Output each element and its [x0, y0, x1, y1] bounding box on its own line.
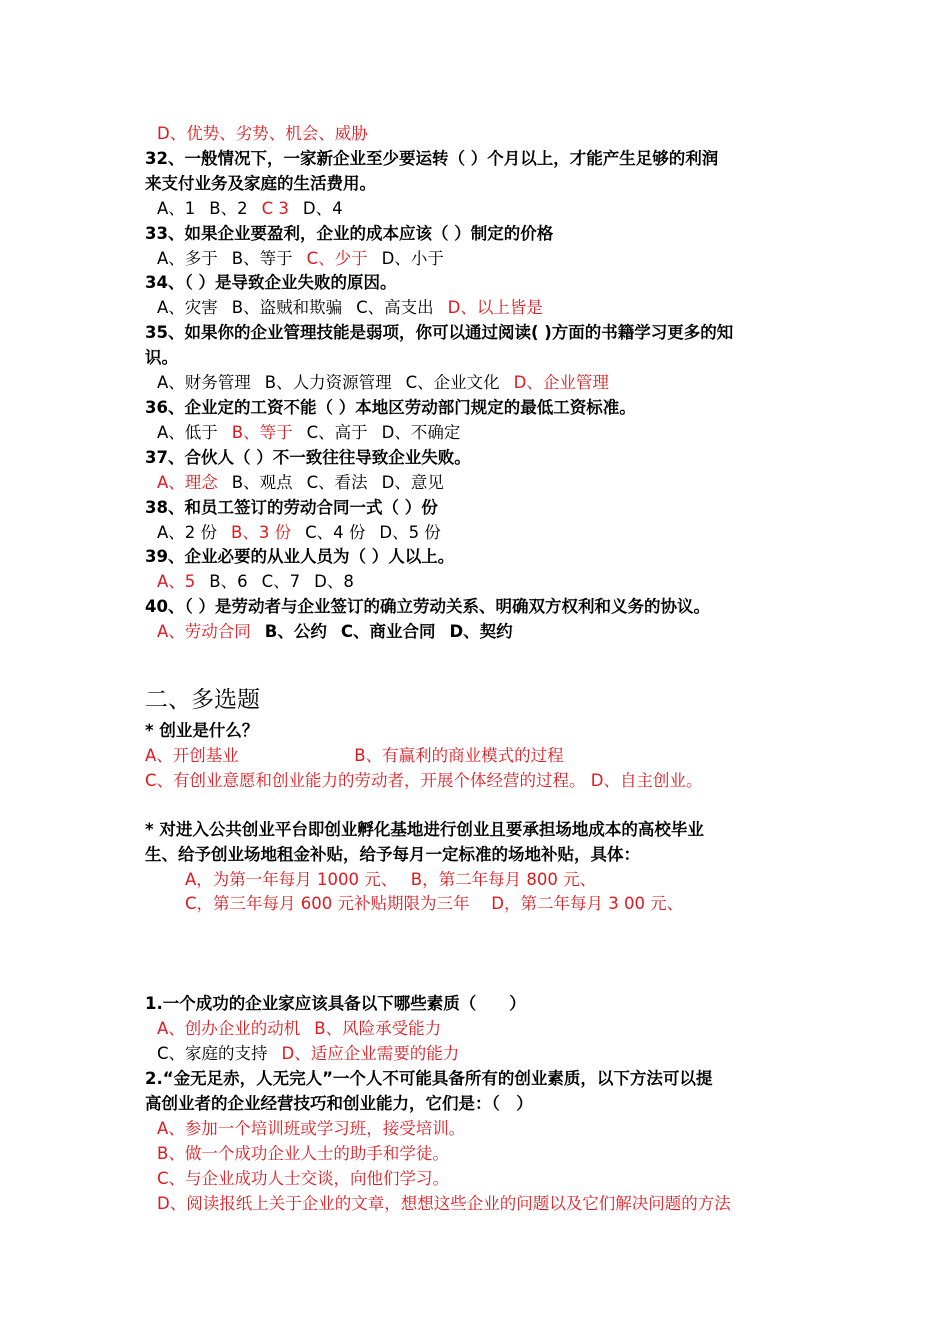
question-text: 39、企业必要的从业人员为（ ）人以上。 — [145, 547, 455, 567]
option: B、人力资源管理 — [264, 373, 392, 393]
document-page — [145, 122, 825, 1217]
option: B、6 — [209, 572, 248, 592]
question-text: 来支付业务及家庭的生活费用。 — [145, 173, 376, 193]
answer-text: A、开创基业 B、有赢利的商业模式的过程 — [145, 745, 564, 765]
correct-option: A、劳动合同 — [157, 622, 251, 642]
correct-option: A、5 — [157, 572, 196, 592]
answer-options — [145, 197, 825, 222]
correct-option: C、少于 — [306, 248, 368, 268]
question-text: 38、和员工签订的劳动合同一式（ ）份 — [145, 497, 438, 517]
option: B、2 — [209, 198, 248, 218]
correct-option: D、适应企业需要的能力 — [281, 1044, 460, 1064]
correct-option: D、以上皆是 — [447, 298, 543, 318]
option: C、看法 — [306, 472, 368, 492]
answer-options — [145, 296, 825, 321]
option: A、财务管理 — [157, 373, 251, 393]
option: D、契约 — [449, 622, 513, 642]
option: C、家庭的支持 — [157, 1044, 268, 1064]
option: A、1 — [157, 198, 196, 218]
option: C、高于 — [306, 422, 368, 442]
spacer — [145, 794, 825, 818]
answer-options — [145, 247, 825, 272]
option: C、商业合同 — [340, 622, 436, 642]
question-text: 识。 — [145, 348, 178, 368]
answer-text: C、有创业意愿和创业能力的劳动者，开展个体经营的过程。 D、自主创业。 — [145, 770, 703, 790]
question-text: 33、如果企业要盈利，企业的成本应该（ ）制定的价格 — [145, 223, 554, 243]
answer-text: D、阅读报纸上关于企业的文章，想想这些企业的问题以及它们解决问题的方法 — [157, 1193, 731, 1213]
correct-option: D、企业管理 — [513, 373, 609, 393]
option: B、公约 — [264, 622, 327, 642]
option: A、低于 — [157, 422, 218, 442]
correct-option: B、风险承受能力 — [314, 1019, 442, 1039]
option: D、4 — [302, 198, 343, 218]
option: B、观点 — [231, 472, 293, 492]
correct-option: A、理念 — [157, 472, 218, 492]
question-text: 生、给予创业场地租金补贴，给予每月一定标准的场地补贴，具体： — [145, 844, 640, 864]
correct-option: B、3 份 — [231, 522, 292, 542]
question-text: 35、如果你的企业管理技能是弱项，你可以通过阅读( )方面的书籍学习更多的知 — [145, 323, 734, 343]
answer-options — [145, 521, 825, 546]
option: C、7 — [261, 572, 301, 592]
answer-options — [145, 1017, 825, 1042]
option: C、企业文化 — [405, 373, 500, 393]
answer-options — [145, 620, 825, 645]
option: A、多于 — [157, 248, 218, 268]
question-text: 37、合伙人（ ）不一致往往导致企业失败。 — [145, 447, 471, 467]
answer-text: D、优势、劣势、机会、威胁 — [157, 124, 368, 143]
option: B、等于 — [231, 248, 293, 268]
correct-option: B、等于 — [231, 422, 293, 442]
question-text: 34、（ ）是导致企业失败的原因。 — [145, 273, 397, 293]
answer-text: C、与企业成功人士交谈，向他们学习。 — [157, 1168, 450, 1188]
answer-options — [145, 471, 825, 496]
option: D、小于 — [381, 248, 444, 268]
option: C、4 份 — [305, 522, 366, 542]
spacer — [145, 917, 825, 992]
option: A、灾害 — [157, 298, 218, 318]
answer-text: A、参加一个培训班或学习班，接受培训。 — [157, 1118, 466, 1138]
option: D、意见 — [381, 472, 444, 492]
answer-options — [145, 371, 825, 396]
option: C、高支出 — [356, 298, 434, 318]
question-text: 1.一个成功的企业家应该具备以下哪些素质（ ） — [145, 994, 526, 1014]
question-text: 高创业者的企业经营技巧和创业能力，它们是：（ ） — [145, 1094, 533, 1113]
answer-options — [145, 1042, 825, 1067]
question-text: 32、一般情况下，一家新企业至少要运转（ ）个月以上，才能产生足够的利润 — [145, 148, 719, 168]
answer-text: B、做一个成功企业人士的助手和学徒。 — [157, 1143, 449, 1163]
answer-options — [145, 570, 825, 595]
answer-text: C，第三年每月 600 元补贴期限为三年 D，第二年每月 3 00 元、 — [185, 894, 684, 914]
answer-text: A，为第一年每月 1000 元、 B，第二年每月 800 元、 — [185, 869, 597, 889]
question-text: 36、企业定的工资不能（ ）本地区劳动部门规定的最低工资标准。 — [145, 397, 636, 417]
option: B、盗贼和欺骗 — [231, 298, 343, 318]
option: D、不确定 — [381, 422, 461, 442]
option: A、2 份 — [157, 522, 218, 542]
option: D、5 份 — [379, 522, 441, 542]
question-text: * 创业是什么？ — [145, 721, 259, 741]
correct-option: C 3 — [261, 198, 289, 218]
question-text: 40、（ ）是劳动者与企业签订的确立劳动关系、明确双方权利和义务的协议。 — [145, 597, 710, 617]
correct-option: A、创办企业的动机 — [157, 1019, 301, 1039]
option: D、8 — [314, 572, 354, 592]
question-text: * 对进入公共创业平台即创业孵化基地进行创业且要承担场地成本的高校毕业 — [145, 819, 704, 839]
question-text: 2.“金无足赤，人无完人”一个人不可能具备所有的创业素质，以下方法可以提 — [145, 1069, 713, 1089]
section-heading: 二、多选题 — [145, 687, 260, 714]
answer-options — [145, 421, 825, 446]
